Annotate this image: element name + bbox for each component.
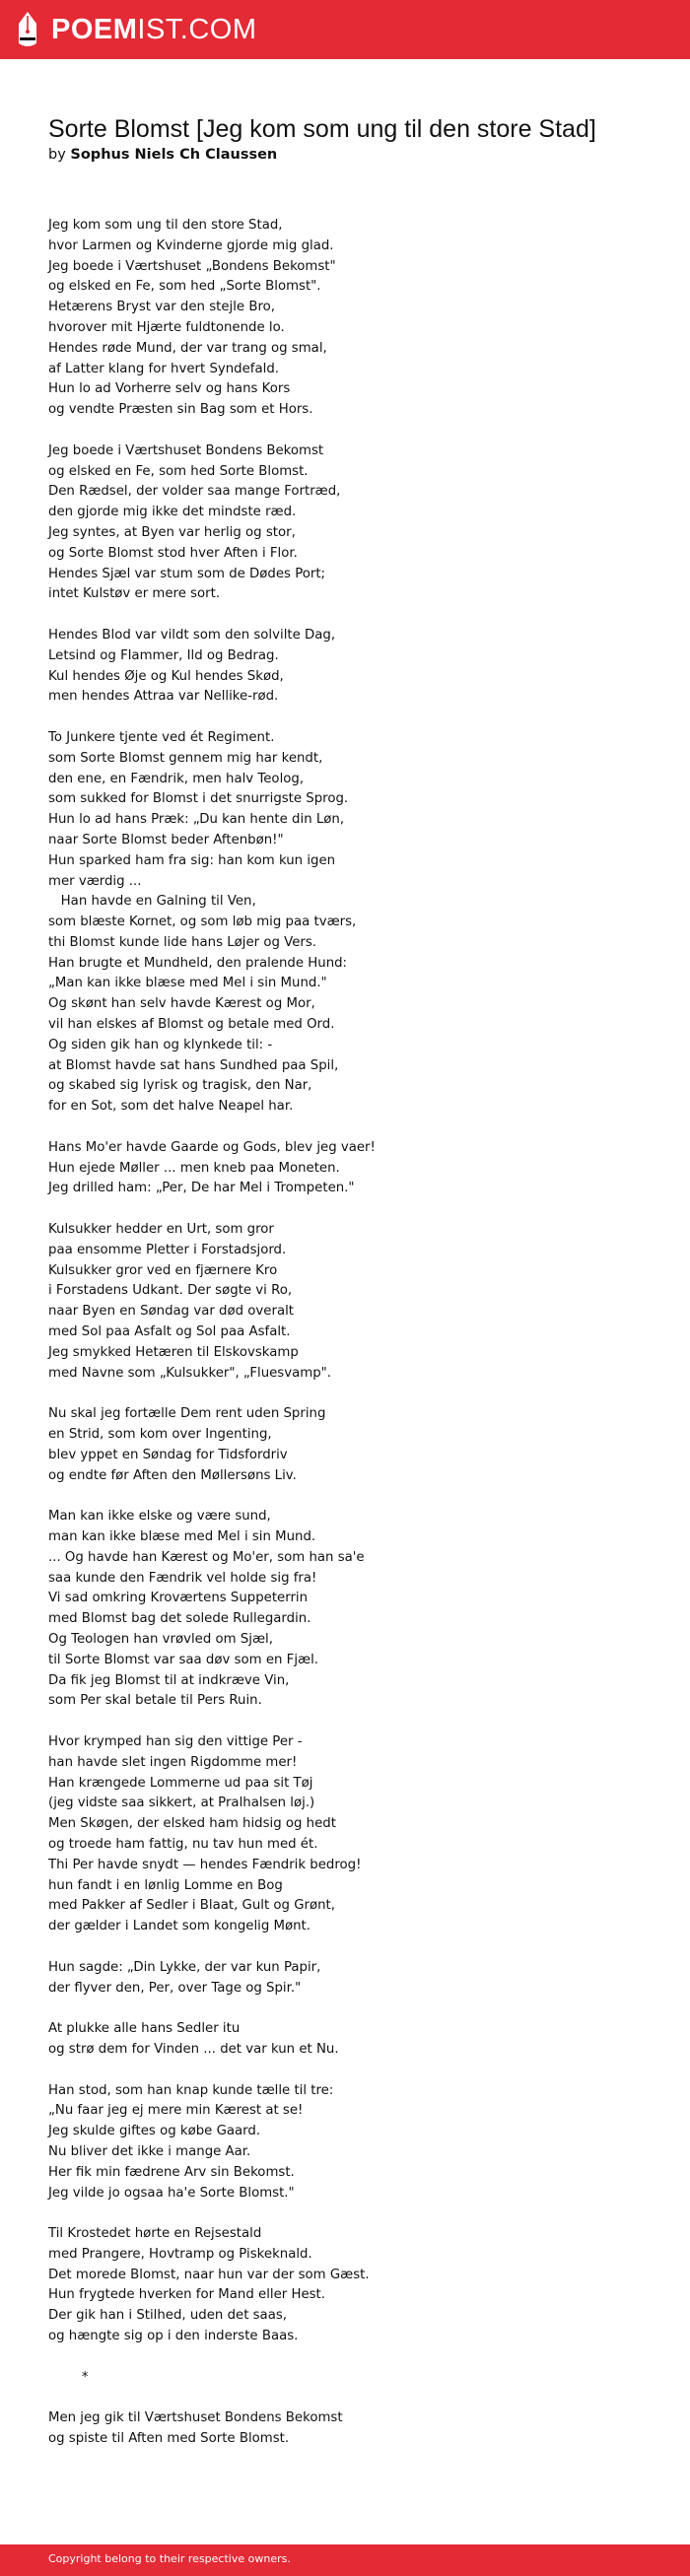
poem-line: og strø dem for Vinden ... det var kun et Nu. [48, 2041, 339, 2057]
poem-line: med Sol paa Asfalt og Sol paa Asfalt. [48, 1324, 291, 1340]
poem-line: Og skønt han selv havde Kærest og Mor, [48, 996, 315, 1012]
logo-brand-bold: POEM [51, 13, 138, 45]
author-link[interactable]: Sophus Niels Ch Claussen [70, 147, 278, 163]
poem-line: paa ensomme Pletter i Forstadsjord. [48, 1242, 287, 1257]
poem-line: hun fandt i en lønlig Lomme en Bog [48, 1877, 283, 1893]
poem-line: og hængte sig op i den inderste Baas. [48, 2329, 299, 2344]
poem-line: hvorover mit Hjærte fuldtonende lo. [48, 319, 285, 335]
poem-line: Han stod, som han knap kunde tælle til tre: [48, 2082, 334, 2098]
poem-line: den gjorde mig ikke det mindste ræd. [48, 505, 297, 520]
poem-line: og spiste til Aften med Sorte Blomst. [48, 2431, 290, 2447]
poem-stanza [48, 216, 669, 421]
poem-line: Kulsukker hedder en Urt, som gror [48, 1222, 274, 1238]
site-logo-text [51, 14, 257, 46]
logo-brand-rest: IST.COM [137, 13, 257, 45]
poem-line: som Sorte Blomst gennem mig har kendt, [48, 750, 323, 766]
poem-line: Hendes Blod var vildt som den solvilte Dag, [48, 627, 336, 643]
poem-line: for en Sot, som det halve Neapel har. [48, 1099, 294, 1115]
poem-line: Thi Per havde snydt — hendes Fændrik bedrog! [48, 1857, 362, 1872]
poem-line: * [48, 2369, 89, 2385]
poem-line: Hans Mo'er havde Gaarde og Gods, blev jeg vaer! [48, 1139, 376, 1155]
poem-stanza [48, 626, 669, 708]
poem-line: Det morede Blomst, naar hun var der som Gæst. [48, 2267, 370, 2282]
poem-line: naar Byen en Søndag var død overalt [48, 1304, 294, 1320]
poem-line: man kan ikke blæse med Mel i sin Mund. [48, 1529, 316, 1544]
poem-line: Hetærens Bryst var den stejle Bro, [48, 300, 275, 315]
poem-line: saa kunde den Fændrik vel holde sig fra! [48, 1570, 317, 1586]
poem-stanza [48, 1958, 669, 2000]
poem-line: til Sorte Blomst var saa døv som en Fjæl. [48, 1652, 318, 1667]
poem-line: den ene, en Fændrik, men halv Teolog, [48, 771, 305, 786]
poem-line: med Prangere, Hovtramp og Piskeknald. [48, 2246, 312, 2262]
poem-stanza [48, 441, 669, 605]
poem-line: Jeg vilde jo ogsaa ha'e Sorte Blomst." [48, 2185, 295, 2201]
poem-line: Han brugte et Mundheld, den pralende Hund: [48, 955, 348, 971]
poem-stanza [48, 2224, 669, 2347]
poem-line: blev yppet en Søndag for Tidsfordriv [48, 1447, 288, 1462]
poem-line: en Strid, som kom over Ingenting, [48, 1427, 272, 1443]
poem-line: (jeg vidste saa sikkert, at Pralhalsen løj.) [48, 1796, 315, 1811]
poem-line: og elsked en Fe, som hed „Sorte Blomst". [48, 279, 321, 295]
poem-line: men hendes Attraa var Nellike-rød. [48, 689, 279, 705]
poem-line: Hun frygtede hverken for Mand eller Hest. [48, 2287, 326, 2303]
poem-byline [48, 147, 277, 163]
poem-line: som Per skal betale til Pers Ruin. [48, 1693, 262, 1709]
poem-line: Letsind og Flammer, Ild og Bedrag. [48, 647, 279, 663]
poem-line: Jeg syntes, at Byen var herlig og stor, [48, 524, 296, 540]
poem-line: med Blomst bag det solede Rullegardin. [48, 1611, 311, 1627]
poem-line: som blæste Kornet, og som løb mig paa tværs, [48, 915, 357, 930]
poem-line: Jeg kom som ung til den store Stad, [48, 218, 283, 233]
poem-line: af Latter klang for hvert Syndefald. [48, 361, 279, 376]
poem-title: Sorte Blomst [Jeg kom som ung til den store Stad] [48, 115, 596, 143]
poem-line: Hendes røde Mund, der var trang og smal, [48, 340, 327, 356]
poem-line: „Man kan ikke blæse med Mel i sin Mund." [48, 976, 327, 991]
poem-line: Men Skøgen, der elsked ham hidsig og hedt [48, 1816, 336, 1832]
poem-line: „Nu faar jeg ej mere min Kærest at se! [48, 2103, 304, 2119]
poem-line: med Pakker af Sedler i Blaat, Gult og Grønt, [48, 1898, 335, 1914]
poem-stanza [48, 728, 669, 1118]
poem-line: Hendes Sjæl var stum som de Dødes Port; [48, 566, 326, 581]
poem-stanza [48, 2019, 669, 2061]
poem-line: Kul hendes Øje og Kul hendes Skød, [48, 668, 284, 684]
poem-line: Og siden gik han og klynkede til: - [48, 1037, 273, 1052]
poem-line: Hvor krymped han sig den vittige Per - [48, 1733, 303, 1749]
poem-line: thi Blomst kunde lide hans Løjer og Vers. [48, 934, 317, 950]
poem-stanza [48, 2081, 669, 2204]
site-footer [0, 2544, 690, 2576]
poem-line: Man kan ikke elske og være sund, [48, 1509, 271, 1525]
poem-line: Men jeg gik til Værtshuset Bondens Bekomst [48, 2410, 343, 2426]
poem-line: To Junkere tjente ved ét Regiment. [48, 729, 275, 745]
poem-line: Jeg boede i Værtshuset „Bondens Bekomst" [48, 258, 336, 274]
poem-line: og vendte Præsten sin Bag som et Hors. [48, 402, 313, 418]
byline-prefix: by [48, 147, 66, 163]
poem-line: Nu bliver det ikke i mange Aar. [48, 2143, 251, 2159]
poem-line: Da fik jeg Blomst til at indkræve Vin, [48, 1672, 290, 1688]
poem-line: Vi sad omkring Kroværtens Suppeterrin [48, 1591, 309, 1606]
poem-line: Jeg drilled ham: „Per, De har Mel i Trompeten." [48, 1181, 355, 1196]
poem-line: som sukked for Blomst i det snurrigste Sprog. [48, 791, 349, 807]
poem-line: vil han elskes af Blomst og betale med Ord. [48, 1017, 335, 1033]
poem-stanza [48, 2368, 669, 2389]
poem-line: Hun lo ad hans Præk: „Du kan hente din Løn, [48, 812, 345, 828]
site-logo-link[interactable] [16, 10, 257, 49]
site-header [0, 0, 690, 59]
poem-line: at Blomst havde sat hans Sundhed paa Spil, [48, 1057, 339, 1073]
poem-line: naar Sorte Blomst beder Aftenbøn!" [48, 832, 284, 847]
poem-line: Til Krostedet hørte en Rejsestald [48, 2226, 262, 2242]
poem-line: Og Teologen han vrøvled om Sjæl, [48, 1631, 273, 1647]
pen-nib-icon [16, 10, 39, 49]
poem-line: Han havde en Galning til Ven, [48, 894, 256, 910]
poem-line: der gælder i Landet som kongelig Mønt. [48, 1919, 310, 1934]
poem-line: Her fik min fædrene Arv sin Bekomst. [48, 2164, 295, 2180]
poem-line: Den Rædsel, der volder saa mange Fortræd, [48, 484, 341, 500]
poem-line: og Sorte Blomst stod hver Aften i Flor. [48, 545, 298, 561]
poem-line: At plukke alle hans Sedler itu [48, 2021, 241, 2037]
poem-line: Jeg smykked Hetæren til Elskovskamp [48, 1344, 299, 1360]
poem-stanza [48, 1220, 669, 1384]
poem-stanza [48, 1138, 669, 1199]
poem-body [48, 216, 669, 2471]
poem-line: Jeg skulde giftes og købe Gaard. [48, 2124, 261, 2139]
poem-stanza [48, 1404, 669, 1486]
poem-line: han havde slet ingen Rigdomme mer! [48, 1754, 298, 1770]
poem-line: ... Og havde han Kærest og Mo'er, som han sa'e [48, 1549, 365, 1565]
poem-line: intet Kulstøv er mere sort. [48, 586, 221, 602]
poem-line: Hun sparked ham fra sig: han kom kun igen [48, 852, 336, 868]
poem-line: Nu skal jeg fortælle Dem rent uden Spring [48, 1406, 326, 1422]
poem-line: hvor Larmen og Kvinderne gjorde mig glad. [48, 237, 334, 253]
poem-line: med Navne som „Kulsukker", „Fluesvamp". [48, 1365, 331, 1381]
poem-line: Kulsukker gror ved en fjærnere Kro [48, 1262, 278, 1278]
poem-line: og troede ham fattig, nu tav hun med ét. [48, 1836, 318, 1852]
poem-stanza [48, 1507, 669, 1712]
poem-stanza [48, 1732, 669, 1937]
poem-stanza [48, 2408, 669, 2450]
poem-line: i Forstadens Udkant. Der søgte vi Ro, [48, 1283, 293, 1299]
poem-line: Der gik han i Stilhed, uden det saas, [48, 2308, 288, 2324]
poem-line: Hun ejede Møller ... men kneb paa Moneten. [48, 1160, 340, 1176]
poem-line: Hun sagde: „Din Lykke, der var kun Papir, [48, 1959, 321, 1975]
poem-line: der flyver den, Per, over Tage og Spir." [48, 1980, 302, 1996]
poem-line: Jeg boede i Værtshuset Bondens Bekomst [48, 442, 324, 458]
poem-line: og endte før Aften den Møllersøns Liv. [48, 1467, 297, 1483]
poem-line: Hun lo ad Vorherre selv og hans Kors [48, 381, 291, 397]
poem-line: og skabed sig lyrisk og tragisk, den Nar, [48, 1078, 312, 1094]
poem-line: mer værdig ... [48, 873, 142, 889]
poem-line: og elsked en Fe, som hed Sorte Blomst. [48, 463, 309, 479]
copyright-text: Copyright belong to their respective owners. [48, 2552, 291, 2565]
poem-line: Han krængede Lommerne ud paa sit Tøj [48, 1775, 313, 1791]
